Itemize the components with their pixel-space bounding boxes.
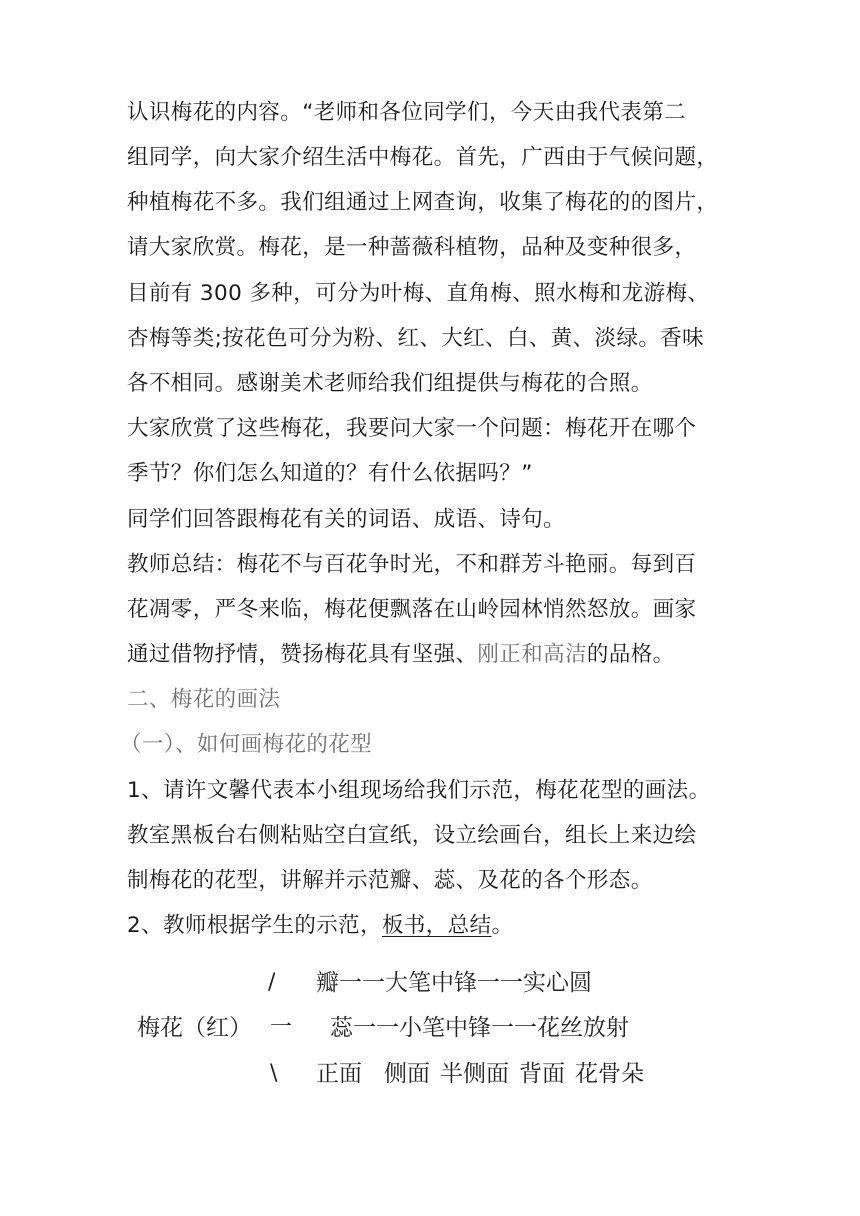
paragraph-line: 各不相同。感谢美术老师给我们组提供与梅花的合照。 [127, 371, 653, 396]
branch-mid-symbol: 一 [270, 1015, 293, 1040]
paragraph-line: 杏梅等类;按花色可分为粉、红、大红、白、黄、淡绿。香味 [127, 326, 705, 351]
branch-top-text: 瓣一一大笔中锋一一实心圆 [316, 970, 592, 996]
branch-bot-list [316, 1059, 644, 1089]
branch-top-symbol: / [268, 970, 276, 995]
line-text: 通过借物抒情，赞扬梅花具有坚强、 [127, 642, 478, 667]
paragraph-line: 组同学，向大家介绍生活中梅花。首先，广西由于气候问题， [127, 145, 719, 170]
section-heading: 二、梅花的画法 [127, 687, 281, 712]
paragraph-line [127, 640, 675, 670]
line-text: 的品格。 [586, 642, 675, 667]
paragraph-line: 请大家欣赏。梅花，是一种蔷薇科植物，品种及变种很多， [127, 235, 697, 260]
paragraph-line: 制梅花的花型，讲解并示范瓣、蕊、及花的各个形态。 [127, 868, 653, 893]
diagram-root: 梅花（红） [137, 1015, 252, 1041]
paragraph-line: 认识梅花的内容。“老师和各位同学们，今天由我代表第二 [127, 100, 687, 125]
paragraph-line: 种植梅花不多。我们组通过上网查询，收集了梅花的的图片， [127, 190, 719, 215]
paragraph-line: 目前有 300 多种，可分为叶梅、直角梅、照水梅和龙游梅、 [127, 281, 710, 306]
paragraph-line: 同学们回答跟梅花有关的词语、成语、诗句。 [127, 507, 566, 532]
paragraph-line: 教师总结：梅花不与百花争时光，不和群芳斗艳丽。每到百 [127, 552, 697, 577]
blackboard-diagram [0, 955, 860, 1105]
branch-mid-text: 蕊一一小笔中锋一一花丝放射 [330, 1015, 629, 1041]
paragraph-line: 大家欣赏了这些梅花，我要问大家一个问题：梅花开在哪个 [127, 416, 697, 441]
view-side: 侧面 [384, 1061, 430, 1087]
paragraph-line: 季节？你们怎么知道的？有什么依据吗？” [127, 461, 533, 486]
line-text: 2、教师根据学生的示范， [127, 913, 382, 938]
view-half-side: 半侧面 [440, 1061, 509, 1087]
line-text: 。 [491, 913, 514, 938]
highlight-text: 刚正和高洁 [477, 642, 587, 667]
paragraph-line [127, 911, 513, 941]
paragraph-line: 教室黑板台右侧粘贴空白宣纸，设立绘画台，组长上来边绘 [127, 823, 697, 848]
branch-bot-symbol: \ [270, 1061, 278, 1086]
paragraph-line: 1、请许文馨代表本小组现场给我们示范，梅花花型的画法。 [127, 778, 711, 803]
view-front: 正面 [316, 1061, 362, 1087]
subsection-heading: （一）、如何画梅花的花型 [120, 732, 373, 757]
paragraph-line: 花凋零，严冬来临，梅花便飘落在山岭园林悄然怒放。画家 [127, 597, 697, 622]
view-back: 背面 [519, 1061, 565, 1087]
underlined-text: 板书，总结 [381, 913, 492, 938]
view-bud: 花骨朵 [575, 1061, 644, 1087]
